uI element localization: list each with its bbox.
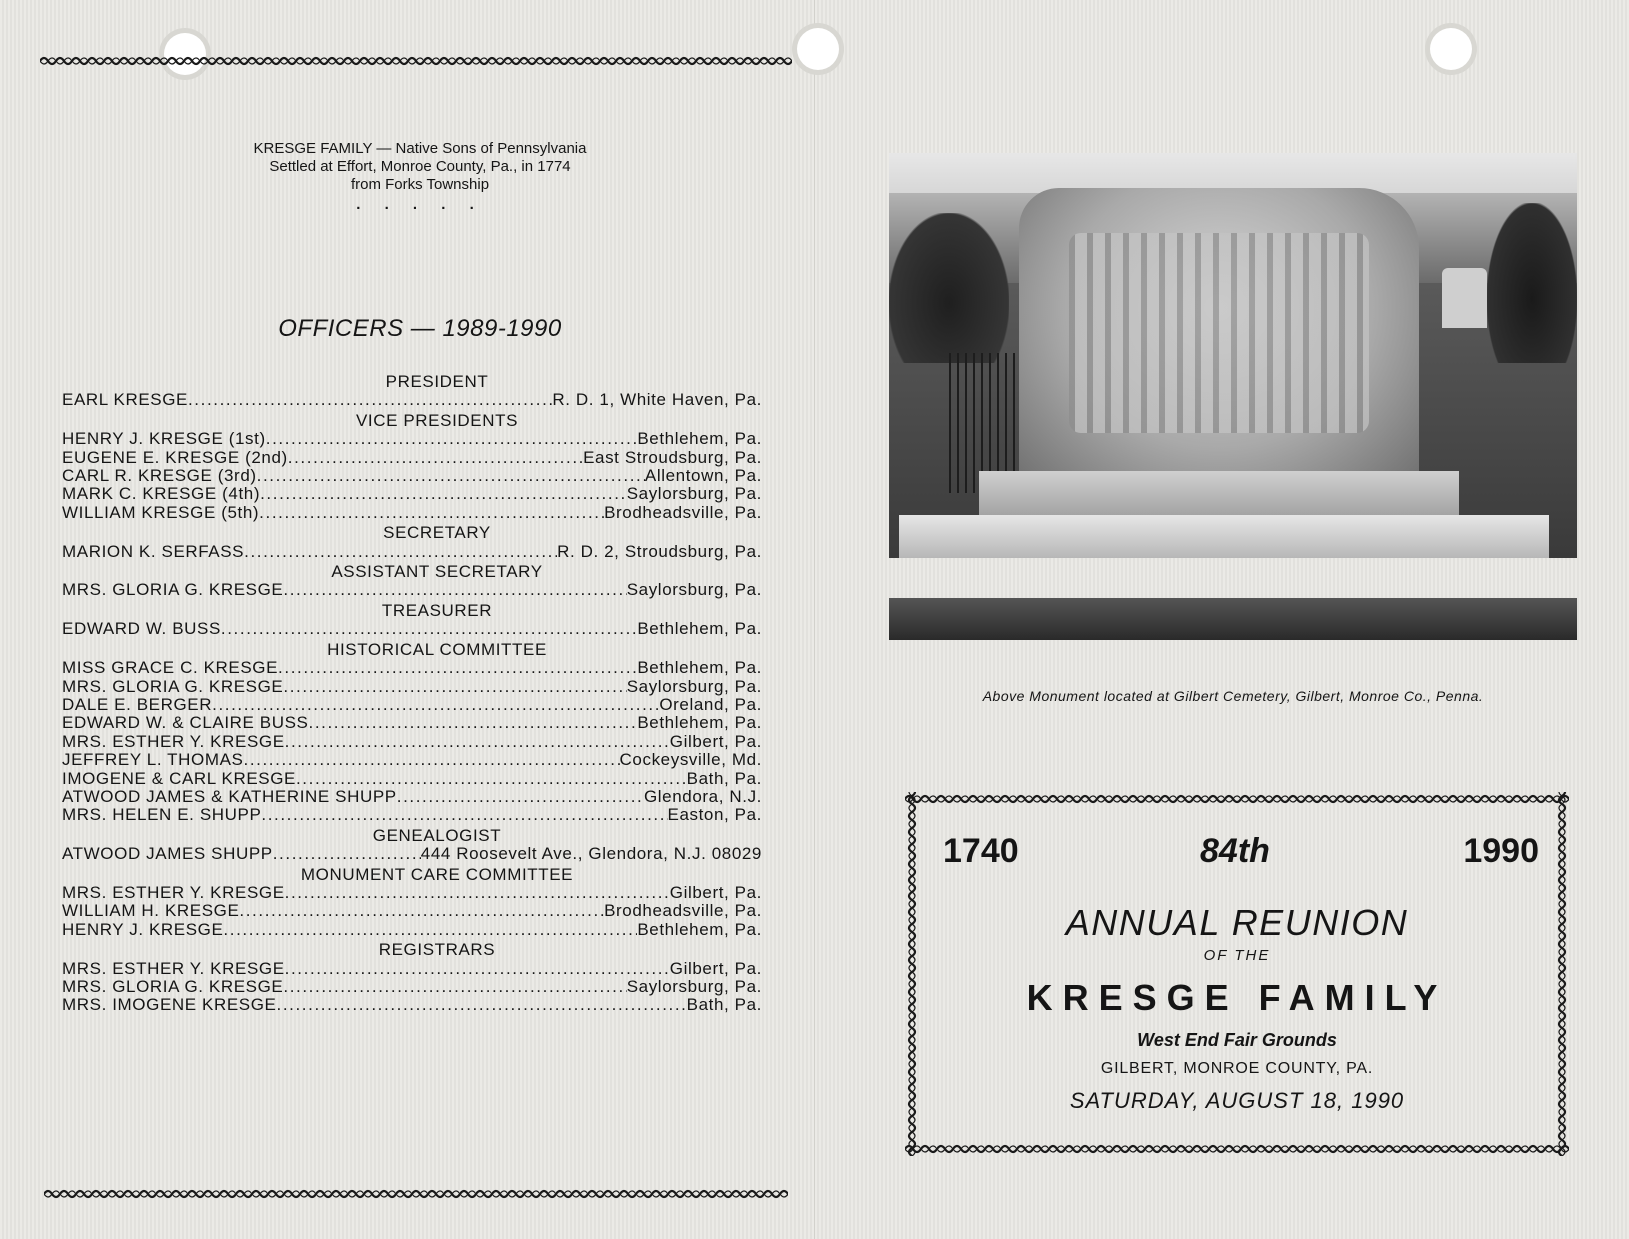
photo-headstone bbox=[1442, 268, 1487, 328]
section-heading: HISTORICAL COMMITTEE bbox=[327, 639, 547, 659]
officer-location: Bethlehem, Pa. bbox=[637, 713, 762, 733]
officer-location: R. D. 2, Stroudsburg, Pa. bbox=[557, 541, 762, 561]
dot-leader bbox=[244, 543, 557, 561]
officer-location: Glendora, N.J. bbox=[643, 786, 762, 806]
officer-row bbox=[62, 845, 762, 863]
officer-row bbox=[62, 678, 762, 696]
officer-name: HENRY J. KRESGE bbox=[62, 919, 224, 939]
officer-location: East Stroudsburg, Pa. bbox=[583, 447, 762, 467]
dot-leader bbox=[260, 485, 627, 503]
officer-name: MISS GRACE C. KRESGE bbox=[62, 658, 279, 678]
dot-leader bbox=[296, 770, 687, 788]
intro-dots: . . . . . bbox=[356, 196, 484, 213]
officer-name: MRS. GLORIA G. KRESGE bbox=[62, 676, 284, 696]
officer-row bbox=[62, 659, 762, 677]
officer-location: Bethlehem, Pa. bbox=[637, 919, 762, 939]
officer-location: Allentown, Pa. bbox=[644, 466, 762, 486]
section-heading: VICE PRESIDENTS bbox=[355, 410, 519, 430]
officer-name: MARION K. SERFASS bbox=[62, 541, 245, 561]
officer-name: EUGENE E. KRESGE (2nd) bbox=[62, 447, 288, 467]
officer-name: MRS. GLORIA G. KRESGE bbox=[62, 977, 284, 996]
section-heading: GENEALOGIST bbox=[372, 825, 502, 845]
officer-location: Bethlehem, Pa. bbox=[637, 658, 762, 678]
officer-name: MRS. HELEN E. SHUPP bbox=[62, 805, 262, 825]
officer-location: Saylorsburg, Pa. bbox=[626, 977, 762, 996]
officer-location: Gilbert, Pa. bbox=[669, 882, 762, 902]
officer-name: ATWOOD JAMES SHUPP bbox=[62, 844, 273, 864]
dot-leader bbox=[261, 806, 667, 824]
officer-row bbox=[62, 884, 762, 902]
dot-leader bbox=[273, 845, 421, 863]
officer-row bbox=[62, 996, 762, 1014]
officer-name: MRS. ESTHER Y. KRESGE bbox=[62, 958, 285, 978]
dot-leader bbox=[277, 996, 687, 1014]
dot-leader bbox=[257, 467, 645, 485]
officer-location: Bethlehem, Pa. bbox=[637, 619, 762, 639]
reunion-edition: 84th bbox=[1200, 832, 1270, 870]
officer-location: Brodheadsville, Pa. bbox=[604, 901, 762, 921]
section-heading: MONUMENT CARE COMMITTEE bbox=[300, 864, 574, 884]
dot-leader bbox=[239, 902, 604, 920]
officer-name: WILLIAM H. KRESGE bbox=[62, 901, 240, 921]
officer-name: MRS. ESTHER Y. KRESGE bbox=[62, 882, 285, 902]
intro-line-2: Settled at Effort, Monroe County, Pa., in 1774 bbox=[269, 158, 571, 175]
officer-name: EDWARD W. & CLAIRE BUSS bbox=[62, 713, 309, 733]
reunion-title: ANNUAL REUNION bbox=[1065, 902, 1409, 943]
dot-leader bbox=[285, 733, 670, 751]
year-start: 1740 bbox=[943, 832, 1019, 870]
officer-row bbox=[62, 902, 762, 920]
officer-location: Saylorsburg, Pa. bbox=[626, 580, 762, 600]
dot-leader bbox=[283, 678, 626, 696]
dot-leader bbox=[288, 449, 583, 467]
officer-location: 444 Roosevelt Ave., Glendora, N.J. 08029 bbox=[420, 844, 762, 864]
officer-location: Bath, Pa. bbox=[686, 768, 762, 788]
officer-row bbox=[62, 714, 762, 732]
punch-hole-right bbox=[1430, 28, 1472, 70]
officer-row bbox=[62, 430, 762, 448]
intro-line-3: from Forks Township bbox=[350, 176, 490, 193]
section-heading: REGISTRARS bbox=[378, 940, 496, 960]
officer-location: Cockeysville, Md. bbox=[619, 750, 762, 770]
officer-row bbox=[62, 733, 762, 751]
officer-name: JEFFREY L. THOMAS bbox=[62, 750, 244, 770]
reunion-announcement bbox=[905, 792, 1569, 1162]
dot-leader bbox=[259, 504, 604, 522]
officer-row bbox=[62, 449, 762, 467]
reunion-date: SATURDAY, AUGUST 18, 1990 bbox=[1069, 1088, 1405, 1113]
officer-row bbox=[62, 581, 762, 599]
officer-name: MARK C. KRESGE (4th) bbox=[62, 484, 261, 504]
dot-leader bbox=[212, 696, 659, 714]
reunion-of-the: OF THE bbox=[1203, 947, 1271, 964]
section-heading: TREASURER bbox=[381, 600, 493, 620]
photo-strip bbox=[889, 598, 1577, 640]
dot-leader bbox=[188, 391, 552, 409]
dot-leader bbox=[221, 620, 637, 638]
officer-row bbox=[62, 543, 762, 561]
officer-name: MRS. IMOGENE KRESGE bbox=[62, 995, 277, 1015]
officer-row bbox=[62, 391, 762, 409]
section-heading: PRESIDENT bbox=[385, 372, 489, 391]
officer-name: MRS. ESTHER Y. KRESGE bbox=[62, 731, 285, 751]
dot-leader bbox=[278, 659, 637, 677]
dot-leader bbox=[283, 581, 626, 599]
reunion-address: GILBERT, MONROE COUNTY, PA. bbox=[1100, 1060, 1374, 1077]
bottom-chain-border bbox=[44, 1187, 788, 1201]
year-end: 1990 bbox=[1463, 832, 1539, 870]
officer-name: WILLIAM KRESGE (5th) bbox=[62, 502, 260, 522]
officer-name: HENRY J. KRESGE (1st) bbox=[62, 429, 266, 449]
reunion-family-name: KRESGE FAMILY bbox=[1026, 977, 1448, 1018]
officer-location: Bath, Pa. bbox=[686, 995, 762, 1015]
officer-row bbox=[62, 788, 762, 806]
officer-row bbox=[62, 960, 762, 978]
officer-location: Brodheadsville, Pa. bbox=[604, 502, 762, 522]
officers-title: OFFICERS — 1989-1990 bbox=[278, 315, 562, 342]
officer-name: CARL R. KRESGE (3rd) bbox=[62, 466, 257, 486]
monument-photo bbox=[889, 153, 1577, 558]
officer-name: ATWOOD JAMES & KATHERINE SHUPP bbox=[62, 786, 397, 806]
dot-leader bbox=[309, 714, 638, 732]
section-heading: ASSISTANT SECRETARY bbox=[331, 562, 543, 582]
officer-row bbox=[62, 620, 762, 638]
dot-leader bbox=[244, 751, 620, 769]
photo-caption: Above Monument located at Gilbert Cemetery, Gilbert, Monroe Co., Penna. bbox=[982, 688, 1484, 704]
officer-row bbox=[62, 751, 762, 769]
officer-name: EDWARD W. BUSS bbox=[62, 619, 221, 639]
officer-row bbox=[62, 770, 762, 788]
monument-plinth bbox=[899, 515, 1549, 558]
officer-row bbox=[62, 978, 762, 996]
officer-location: Bethlehem, Pa. bbox=[637, 429, 762, 449]
officer-location: R. D. 1, White Haven, Pa. bbox=[552, 390, 762, 410]
officer-location: Gilbert, Pa. bbox=[669, 958, 762, 978]
officer-location: Oreland, Pa. bbox=[659, 694, 762, 714]
officer-name: EARL KRESGE bbox=[62, 390, 188, 410]
officer-location: Saylorsburg, Pa. bbox=[626, 484, 762, 504]
dot-leader bbox=[283, 978, 626, 996]
officer-row bbox=[62, 467, 762, 485]
photo-tree-left bbox=[889, 213, 1009, 363]
dot-leader bbox=[285, 960, 670, 978]
reunion-venue: West End Fair Grounds bbox=[1137, 1030, 1337, 1050]
photo-tree-right bbox=[1487, 203, 1577, 363]
section-heading: SECRETARY bbox=[383, 523, 491, 543]
intro-line-1: KRESGE FAMILY — Native Sons of Pennsylvania bbox=[253, 140, 587, 157]
monument-base bbox=[979, 471, 1459, 521]
monument-relief bbox=[1069, 233, 1369, 433]
family-intro bbox=[200, 140, 640, 214]
punch-hole-center bbox=[797, 28, 839, 70]
officer-location: Easton, Pa. bbox=[667, 805, 762, 825]
dot-leader bbox=[223, 921, 637, 939]
dot-leader bbox=[266, 430, 638, 448]
officer-location: Saylorsburg, Pa. bbox=[626, 676, 762, 696]
dot-leader bbox=[285, 884, 670, 902]
officer-row bbox=[62, 485, 762, 503]
officer-name: IMOGENE & CARL KRESGE bbox=[62, 768, 296, 788]
officer-row bbox=[62, 504, 762, 522]
officers-list bbox=[62, 371, 762, 1015]
dot-leader bbox=[397, 788, 644, 806]
officer-location: Gilbert, Pa. bbox=[669, 731, 762, 751]
officer-row bbox=[62, 806, 762, 824]
top-chain-border bbox=[40, 54, 792, 68]
officer-name: DALE E. BERGER bbox=[62, 694, 213, 714]
officer-name: MRS. GLORIA G. KRESGE bbox=[62, 580, 284, 600]
officer-row bbox=[62, 696, 762, 714]
officer-row bbox=[62, 921, 762, 939]
